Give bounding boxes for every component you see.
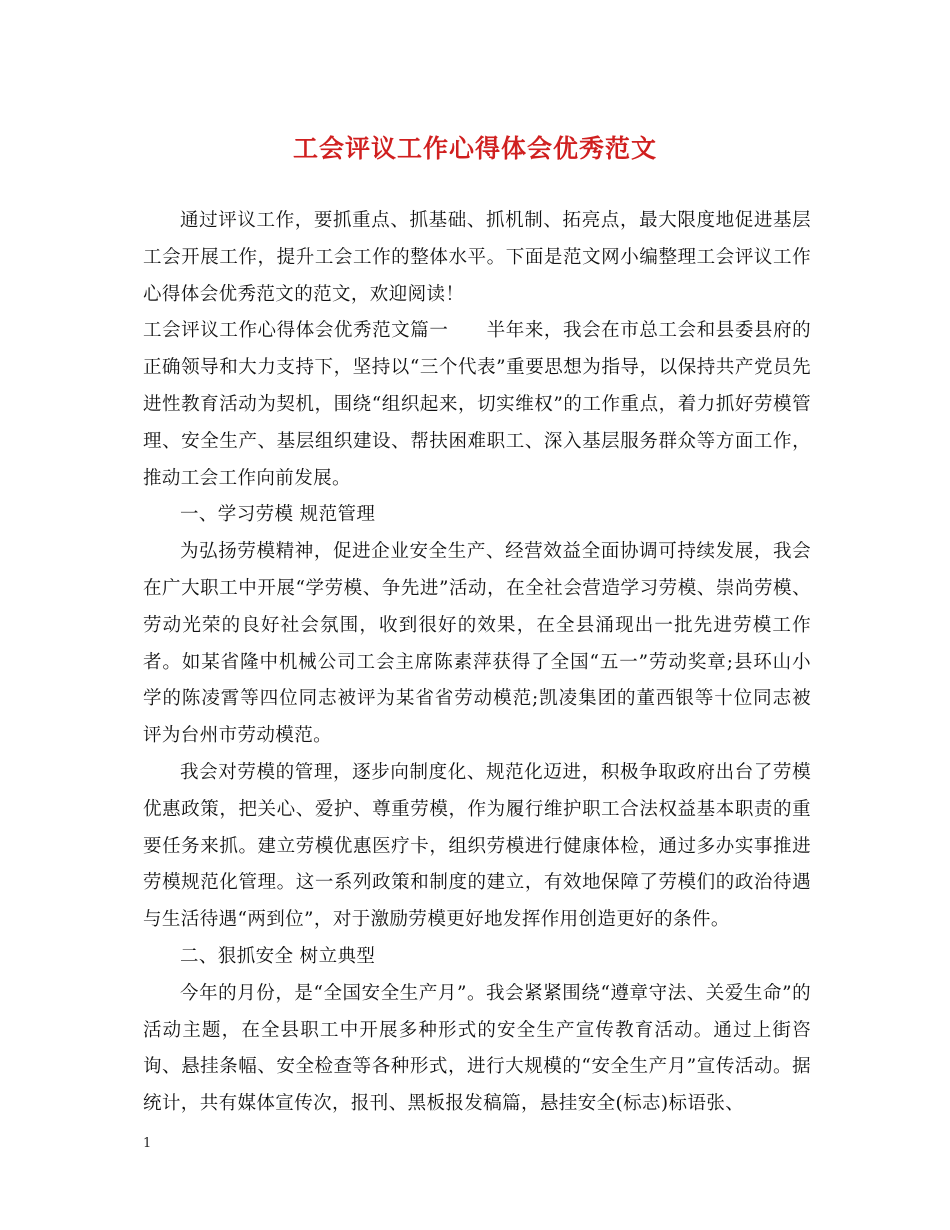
section-heading-one: 一、学习劳模 规范管理 (180, 504, 376, 526)
section-one-paragraph-one: 为弘扬劳模精神，促进企业安全生产、经营效益全面协调可持续发展，我会在广大职工中开展“学劳模、争先进”活动，在全社会营造学习劳模、崇尚劳模、劳动光荣的良好社会氛围，收到很好的效果，在全县涌现出一批先进劳模工作者。如某省隆中机械公司工会主席陈素萍获得了全国“五一”劳动奖章;县环山小学的陈凌霄等四位同志被评为某省省劳动模范;凯凌集团的董西银等十位同志被评为台州市劳动模范。 (143, 541, 811, 747)
part-one-paragraph: 工会评议工作心得体会优秀范文篇一 半年来，我会在市总工会和县委县府的正确领导和大力支持下，坚持以“三个代表”重要思想为指导，以保持共产党员先进性教育活动为契机，围绕“组织起来，切实维权”的工作重点，着力抓好劳模管理、安全生产、基层组织建设、帮扶困难职工、深入基层服务群众等方面工作，推动工会工作向前发展。 (143, 320, 811, 489)
intro-paragraph: 通过评议工作，要抓重点、抓基础、抓机制、拓亮点，最大限度地促进基层工会开展工作，提升工会工作的整体水平。下面是范文网小编整理工会评议工作心得体会优秀范文的范文，欢迎阅读！ (143, 210, 811, 305)
document-title: 工会评议工作心得体会优秀范文 (292, 134, 657, 163)
section-two-paragraph-one: 今年的月份，是“全国安全生产月”。我会紧紧围绕“遵章守法、关爱生命”的活动主题，在全县职工中开展多种形式的安全生产宣传教育活动。通过上街咨询、悬挂条幅、安全检查等各种形式，进行大规模的“安全生产月”宣传活动。据统计，共有媒体宣传次，报刊、黑板报发稿篇，悬挂安全(标志)标语张、 (143, 982, 811, 1115)
document-body (143, 203, 811, 1123)
section-heading-two: 二、狠抓安全 树立典型 (180, 945, 376, 967)
section-one-paragraph-two: 我会对劳模的管理，逐步向制度化、规范化迈进，积极争取政府出台了劳模优惠政策，把关心、爱护、尊重劳模，作为履行维护职工合法权益基本职责的重要任务来抓。建立劳模优惠医疗卡，组织劳模进行健康体检，通过多办实事推进劳模规范化管理。这一系列政策和制度的建立，有效地保障了劳模们的政治待遇与生活待遇“两到位”，对于激励劳模更好地发挥作用创造更好的条件。 (143, 761, 811, 931)
page-number: 1 (143, 1136, 152, 1151)
